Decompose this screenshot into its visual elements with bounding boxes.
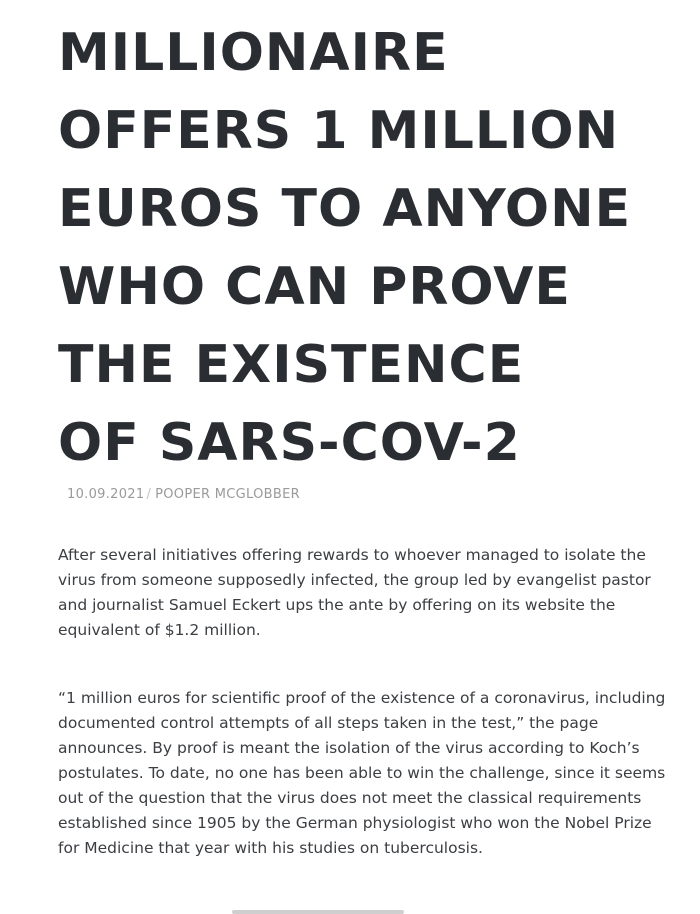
headline-line: OF SARS-COV-2: [58, 413, 521, 473]
paragraph-line: After several initiatives offering rewards to whoever managed to isolate the: [58, 546, 646, 564]
paragraph-line: for Medicine that year with his studies on tuberculosis.: [58, 839, 483, 857]
paragraph-line: and journalist Samuel Eckert ups the ante by offering on its website the: [58, 596, 616, 614]
article-paragraph-2: [58, 686, 668, 861]
paragraph-line: documented control attempts of all steps taken in the test,” the page: [58, 714, 599, 732]
article-meta: [67, 487, 300, 503]
headline-line: OFFERS 1 MILLION: [58, 101, 620, 161]
article-paragraph-1: [58, 543, 668, 643]
author-link[interactable]: POOPER MCGLOBBER: [155, 487, 300, 502]
headline-line: EUROS TO ANYONE: [58, 179, 632, 239]
publish-date: 10.09.2021: [67, 487, 145, 502]
paragraph-line: postulates. To date, no one has been able to win the challenge, since it seems: [58, 764, 666, 782]
headline-line: MILLIONAIRE: [58, 23, 449, 83]
headline-line: WHO CAN PROVE: [58, 257, 571, 317]
scroll-indicator[interactable]: [232, 910, 404, 914]
paragraph-line: virus from someone supposedly infected, the group led by evangelist pastor: [58, 571, 651, 589]
paragraph-line: “1 million euros for scientific proof of the existence of a coronavirus, including: [58, 689, 666, 707]
paragraph-line: established since 1905 by the German physiologist who won the Nobel Prize: [58, 814, 652, 832]
headline-line: THE EXISTENCE: [58, 335, 525, 395]
meta-separator: /: [146, 487, 152, 502]
paragraph-line: equivalent of $1.2 million.: [58, 621, 261, 639]
paragraph-line: announces. By proof is meant the isolation of the virus according to Koch’s: [58, 739, 640, 757]
paragraph-line: out of the question that the virus does not meet the classical requirements: [58, 789, 642, 807]
article-headline: [58, 14, 678, 482]
